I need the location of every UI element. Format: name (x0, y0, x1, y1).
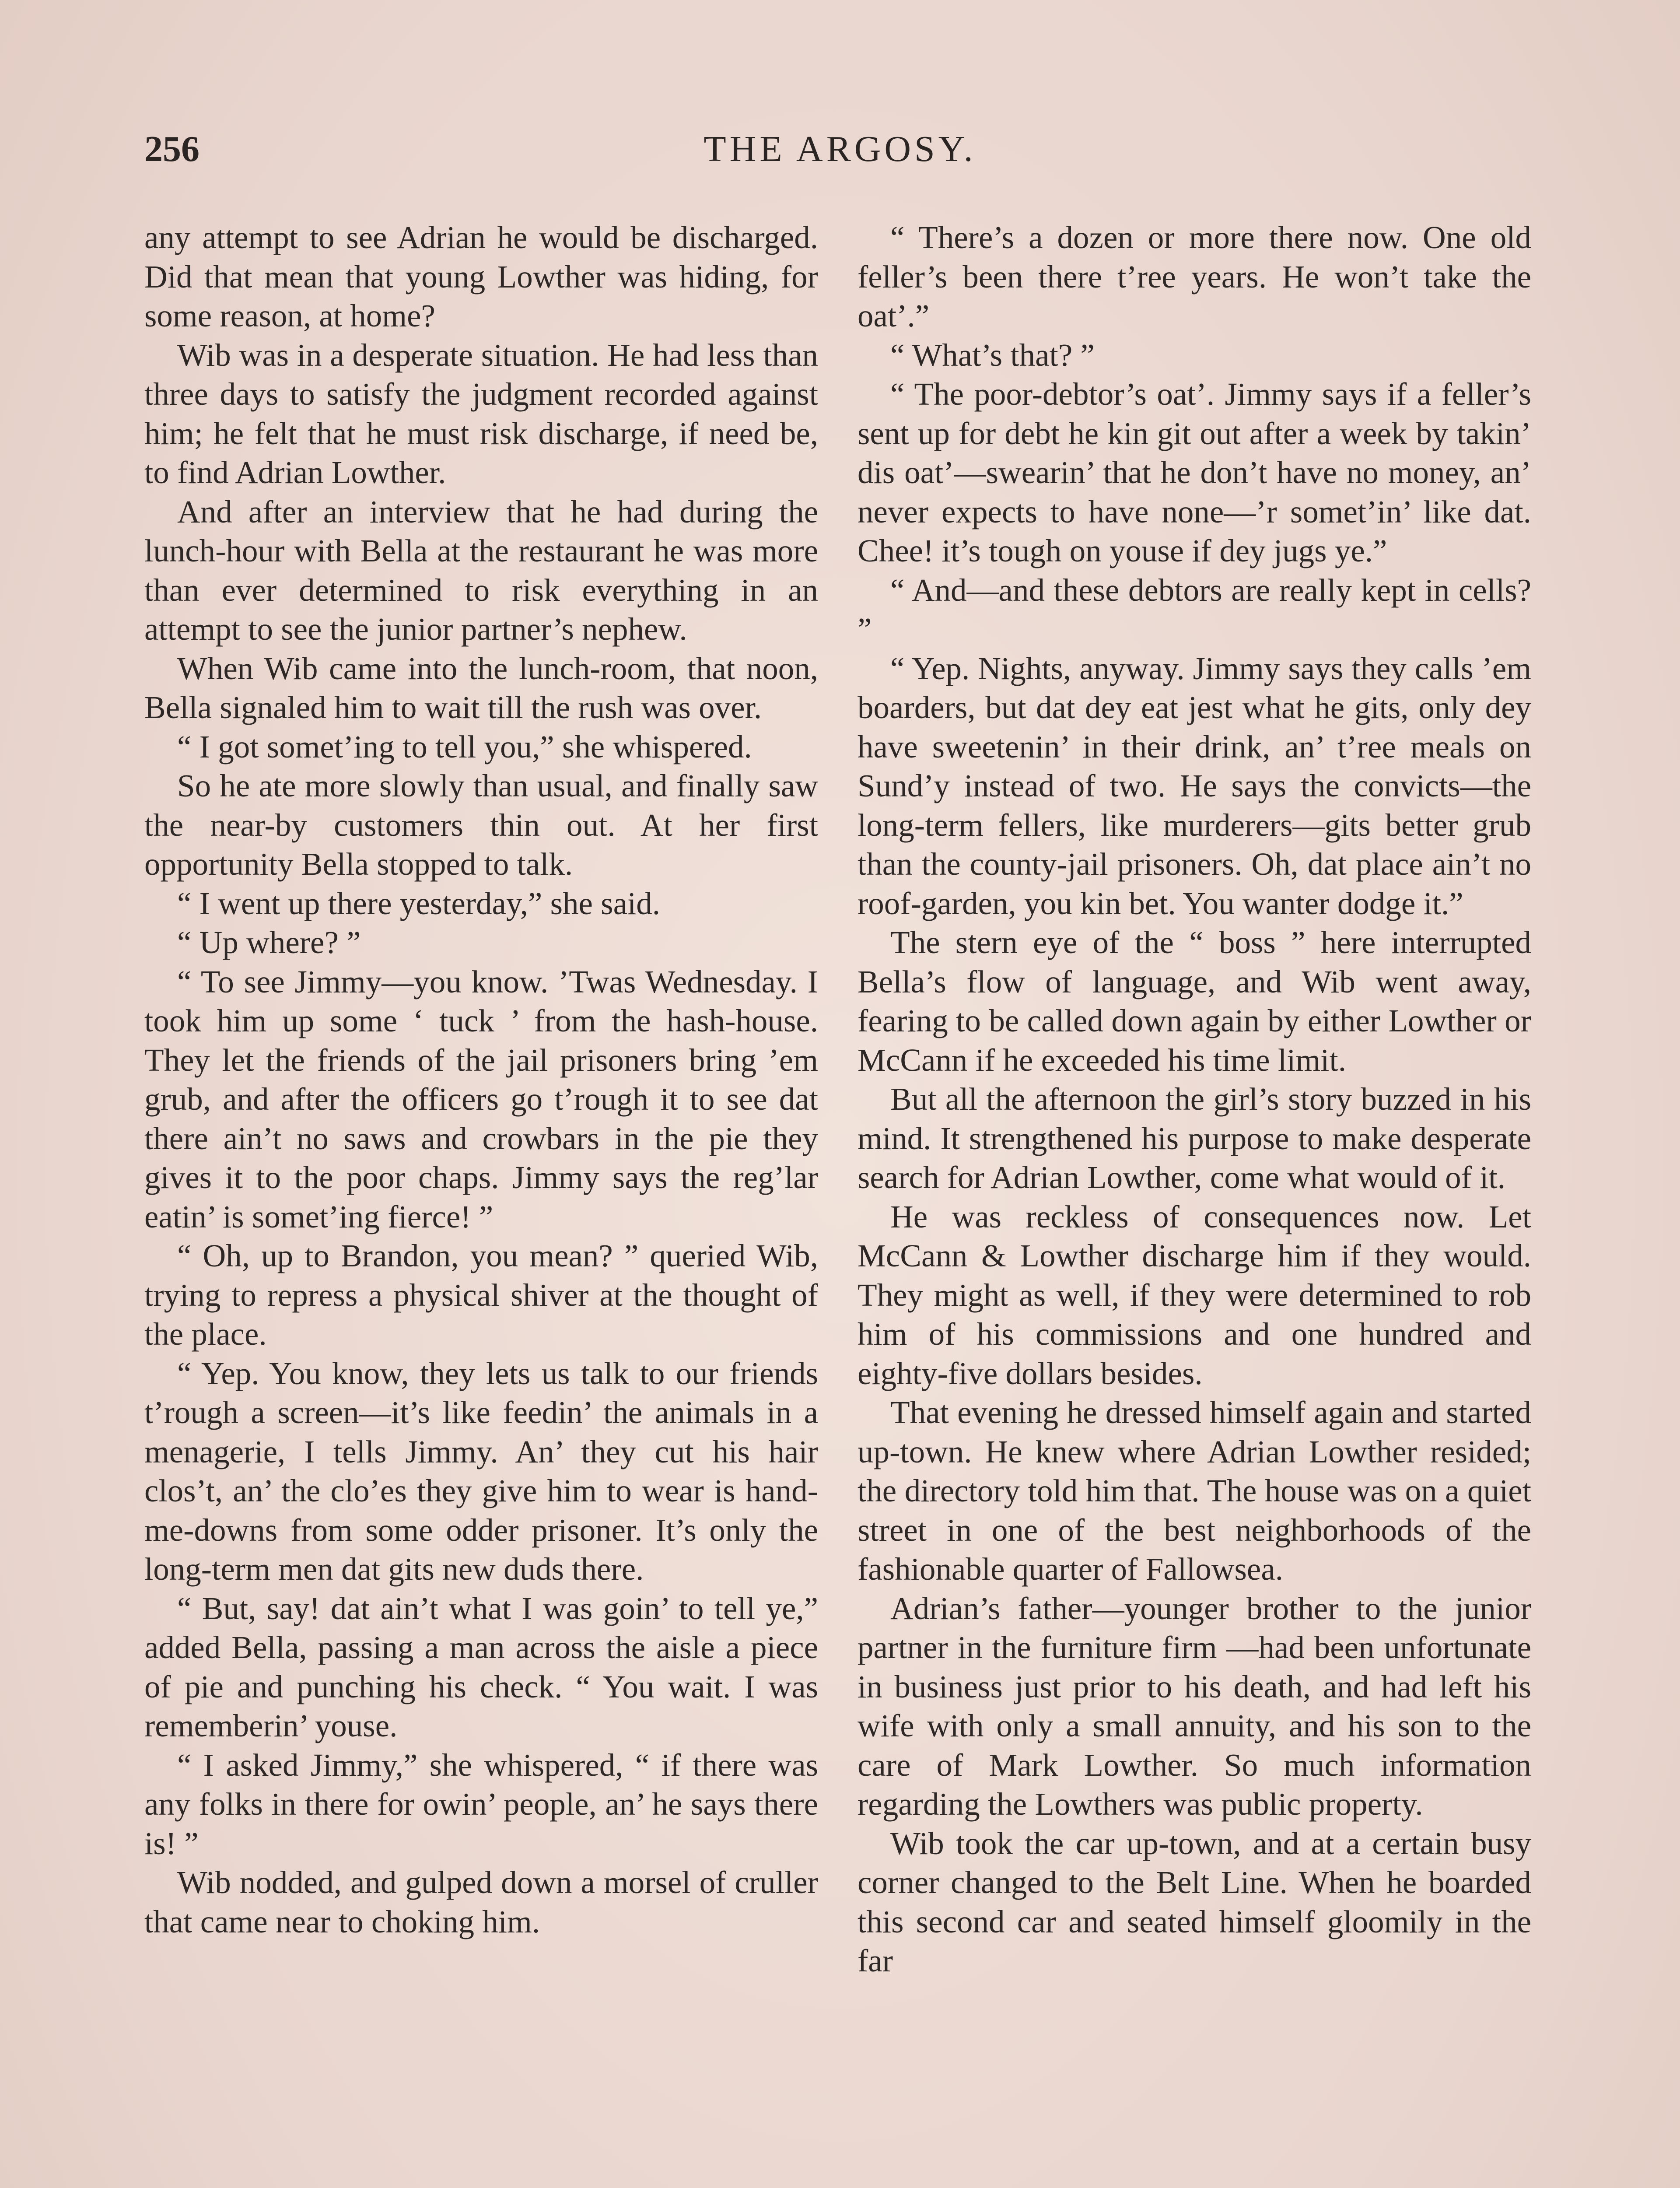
paragraph: But all the afternoon the girl’s story buzzed in his mind. It strengthened his purpose to make desperate search for Adrian Lowther, come what would of it. (858, 1081, 1531, 1195)
paragraph: When Wib came into the lunch-room, that noon, Bella signaled him to wait till the rush was over. (144, 650, 818, 725)
paragraph: any attempt to see Adrian he would be discharged. Did that mean that young Lowther was hiding, for some reason, at home? (144, 220, 818, 333)
paragraph: “ Up where? ” (177, 925, 361, 960)
page-header (0, 128, 1680, 185)
paragraph: “ There’s a dozen or more there now. One old feller’s been there t’ree years. He won’t take the oat’.” (858, 220, 1531, 333)
left-column (144, 218, 818, 1941)
paragraph: Wib nodded, and gulped down a morsel of cruller that came near to choking him. (144, 1865, 818, 1939)
running-title: THE ARGOSY. (704, 129, 976, 169)
paragraph: Wib took the car up-town, and at a certain busy corner changed to the Belt Line. When he boarded this second car and seated himself gloomily in the far (858, 1825, 1531, 1978)
paragraph: Wib was in a desperate situation. He had less than three days to satisfy the judgment recorded against him; he felt that he must risk discharge, if need be, to find Adrian Lowther. (144, 337, 818, 490)
paragraph: “ To see Jimmy—you know. ’Twas Wednesday. I took him up some ‘ tuck ’ from the hash-house. They let the friends of the jail prisoners bring ’em grub, and after the officers go t’rough it to see dat there ain’t no saws and crowbars in the pie they gives it to the poor chaps. Jimmy says the reg’lar eatin’ is somet’ing fierce! ” (144, 964, 818, 1234)
paragraph: “ I got somet’ing to tell you,” she whispered. (177, 729, 752, 764)
paragraph: He was reckless of consequences now. Let McCann & Lowther discharge him if they would. They might as well, if they were determined to rob him of his commissions and one hundred and eighty-five dollars besides. (858, 1199, 1531, 1391)
paragraph: “ I asked Jimmy,” she whispered, “ if there was any folks in there for owin’ people, an’ he says there is! ” (144, 1747, 818, 1861)
paragraph: “ Oh, up to Brandon, you mean? ” queried Wib, trying to repress a physical shiver at the thought of the place. (144, 1238, 818, 1352)
paragraph: “ The poor-debtor’s oat’. Jimmy says if a feller’s sent up for debt he kin git out after a week by takin’ dis oat’—swearin’ that he don’t have no money, an’ never expects to have none—’r somet’in’ like dat. Chee! it’s tough on youse if dey jugs ye.” (858, 376, 1531, 568)
paragraph: “ And—and these debtors are really kept in cells? ” (858, 572, 1531, 647)
paragraph: Adrian’s father—younger brother to the junior partner in the furniture firm —had been unfortunate in business just prior to his death, and had left his wife with only a small annuity, and his son to the care of Mark Lowther. So much information regarding the Lowthers was public property. (858, 1590, 1531, 1822)
right-column (858, 218, 1531, 1981)
page-number: 256 (144, 129, 200, 169)
paragraph: “ Yep. You know, they lets us talk to our friends t’rough a screen—it’s like feedin’ the animals in a menagerie, I tells Jimmy. An’ they cut his hair clos’t, an’ the clo’es they give him to wear is hand-me-downs from some odder prisoner. It’s only the long-term men dat gits new duds there. (144, 1355, 818, 1587)
paragraph: “ What’s that? ” (890, 337, 1095, 373)
paragraph: And after an interview that he had during the lunch-hour with Bella at the restaurant he was more than ever determined to risk everything in an attempt to see the junior partner’s nephew. (144, 494, 818, 647)
paragraph: So he ate more slowly than usual, and finally saw the near-by customers thin out. At her first opportunity Bella stopped to talk. (144, 768, 818, 882)
paragraph: That evening he dressed himself again and started up-town. He knew where Adrian Lowther resided; the directory told him that. The house was on a quiet street in one of the best neighborhoods of the fashionable quarter of Fallowsea. (858, 1395, 1531, 1587)
paragraph: “ I went up there yesterday,” she said. (177, 885, 661, 921)
paragraph: “ Yep. Nights, anyway. Jimmy says they calls ’em boarders, but dat dey eat jest what he gits, only dey have sweetenin’ in their drink, an’ t’ree meals on Sund’y instead of two. He says the convicts—the long-term fellers, like murderers—gits better grub than the county-jail prisoners. Oh, dat place ain’t no roof-garden, you kin bet. You wanter dodge it.” (858, 650, 1531, 921)
paragraph: “ But, say! dat ain’t what I was goin’ to tell ye,” added Bella, passing a man across the aisle a piece of pie and punching his check. “ You wait. I was rememberin’ youse. (144, 1590, 818, 1743)
paragraph: The stern eye of the “ boss ” here interrupted Bella’s flow of language, and Wib went away, fearing to be called down again by either Lowther or McCann if he exceeded his time limit. (858, 925, 1531, 1078)
